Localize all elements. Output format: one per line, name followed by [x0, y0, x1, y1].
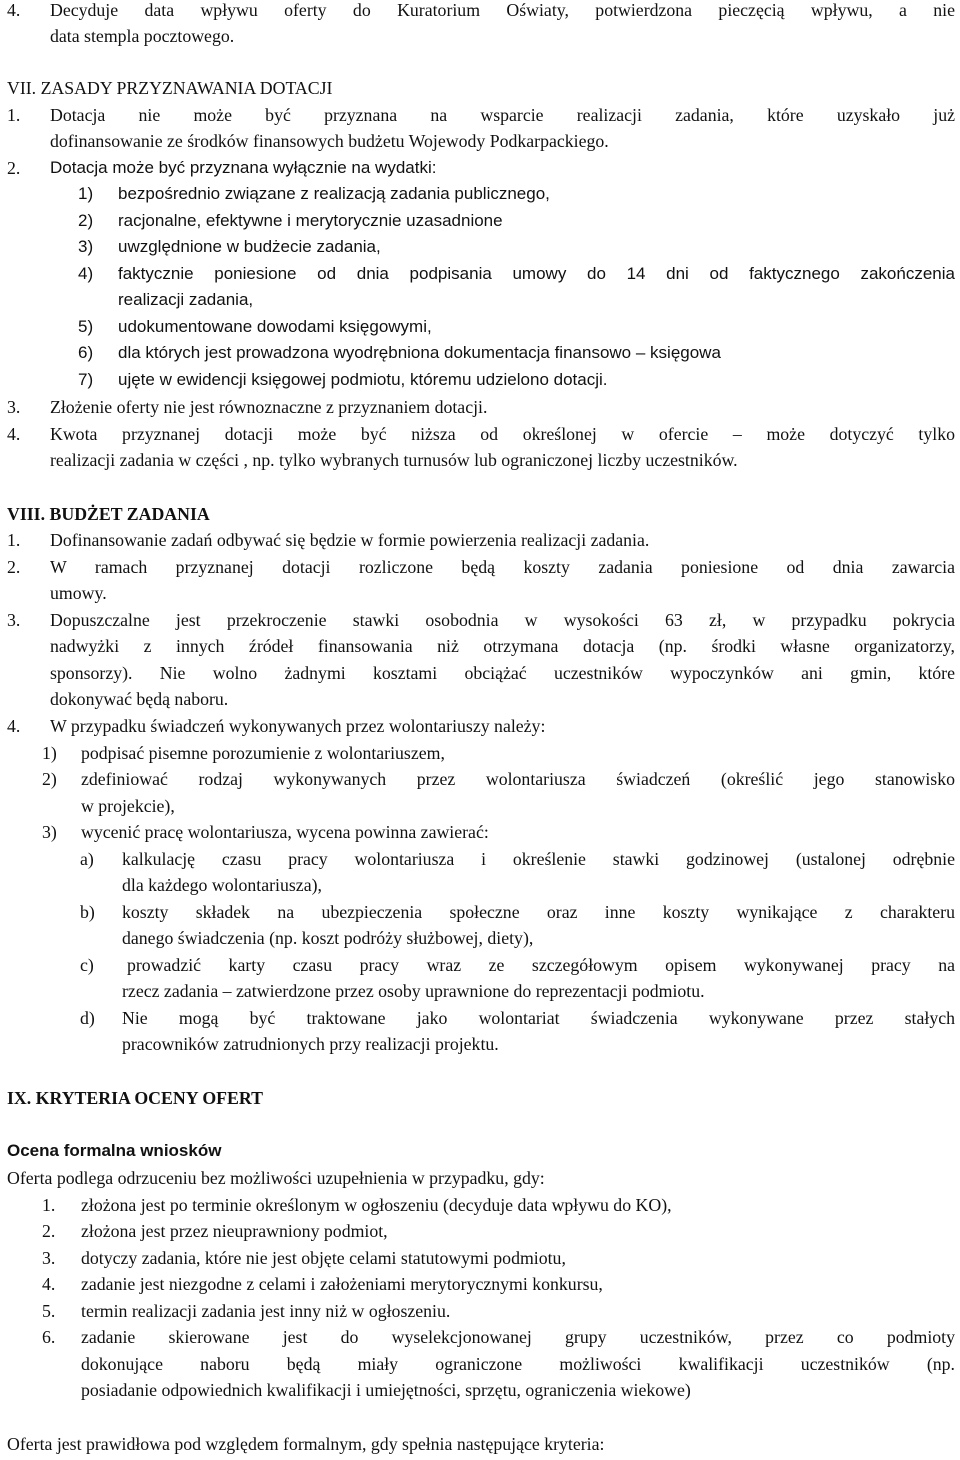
- s7-p2-item-4: faktycznie poniesione od dnia podpisania umowy do 14 dni od faktycznego zakończenia: [118, 264, 955, 283]
- s7-p4-line-1: Kwota przyznanej dotacji może być niższa od określonej w ofercie – może dotyczyć tylko: [50, 424, 955, 444]
- s9-item-2-number: 2.: [42, 1221, 56, 1241]
- s7-p2-item-2: racjonalne, efektywne i merytorycznie uzasadnione: [118, 211, 503, 230]
- s8-p4-b-line-1: koszty składek na ubezpieczenia społeczne oraz inne koszty wynikające z charakteru: [122, 902, 955, 922]
- intro-line-2: data stempla pocztowego.: [50, 26, 235, 46]
- s7-p4-number: 4.: [7, 424, 21, 444]
- s8-p4-i2-line-1: zdefiniować rodzaj wykonywanych przez wolontariusza świadczeń (określić jego stanowisko: [81, 769, 955, 789]
- s9-item-1-number: 1.: [42, 1195, 56, 1215]
- s9-item-6-number: 6.: [42, 1327, 56, 1347]
- s8-p2-line-1: W ramach przyznanej dotacji rozliczone będą koszty zadania poniesione od dnia zawarcia: [50, 557, 955, 577]
- s7-p3-number: 3.: [7, 397, 21, 417]
- section-9-subheading: Ocena formalna wniosków: [7, 1141, 222, 1160]
- s8-p4-i1-text: podpisać pisemne porozumienie z wolontariuszem,: [81, 743, 445, 763]
- s8-p2-line-2: umowy.: [50, 583, 107, 603]
- s8-p4-i1-number: 1): [42, 743, 57, 763]
- s8-p4-d-line-2: pracowników zatrudnionych przy realizacji projektu.: [122, 1034, 499, 1054]
- s9-item-3-number: 3.: [42, 1248, 56, 1268]
- s8-p4-b-letter: b): [80, 902, 95, 922]
- s8-p4-i2-number: 2): [42, 769, 57, 789]
- s7-p3-text: Złożenie oferty nie jest równoznaczne z przyznaniem dotacji.: [50, 397, 488, 417]
- s8-p4-a-line-1: kalkulację czasu pracy wolontariusza i określenie stawki godzinowej (ustalonej odrębnie: [122, 849, 955, 869]
- s7-p1-line-1: Dotacja nie może być przyznana na wsparcie realizacji zadania, które uzyskało już: [50, 105, 955, 125]
- s9-item-6-line-1: zadanie skierowane jest do wyselekcjonowanej grupy uczestników, przez co podmioty: [81, 1327, 955, 1347]
- s7-p2-number: 2.: [7, 158, 21, 178]
- s7-p2-line-1: Dotacja może być przyznana wyłącznie na wydatki:: [50, 158, 437, 177]
- s9-item-6-line-2: dokonujące naboru będą miały ograniczone możliwości kwalifikacji uczestników (np.: [81, 1354, 955, 1374]
- s8-p4-c-letter: c): [80, 955, 94, 975]
- s7-p1-number: 1.: [7, 105, 21, 125]
- s8-p4-d-letter: d): [80, 1008, 95, 1028]
- s7-p2-item-5-number: 5): [78, 317, 94, 336]
- s9-item-6-line-3: posiadanie odpowiednich kwalifikacji i umiejętności, sprzętu, ograniczenia wiekowe): [81, 1380, 691, 1400]
- s8-p4-i2-line-2: w projekcie),: [81, 796, 175, 816]
- s9-item-4-number: 4.: [42, 1274, 56, 1294]
- s7-p1-line-2: dofinansowanie ze środków finansowych budżetu Wojewody Podkarpackiego.: [50, 131, 609, 151]
- s8-p4-i3-number: 3): [42, 822, 57, 842]
- s9-item-5-number: 5.: [42, 1301, 56, 1321]
- section-9-heading: IX. KRYTERIA OCENY OFERT: [7, 1088, 263, 1108]
- s8-p3-line-4: dokonywać będą naboru.: [50, 689, 229, 709]
- section-9-closing: Oferta jest prawidłowa pod względem formalnym, gdy spełnia następujące kryteria:: [7, 1434, 605, 1454]
- s8-p2-number: 2.: [7, 557, 21, 577]
- s9-item-4: zadanie jest niezgodne z celami i założeniami merytorycznymi konkursu,: [81, 1274, 603, 1294]
- s7-p2-item-5: udokumentowane dowodami księgowymi,: [118, 317, 432, 336]
- s7-p2-item-7: ujęte w ewidencji księgowej podmiotu, któremu udzielono dotacji.: [118, 370, 608, 389]
- section-7-heading: VII. ZASADY PRZYZNAWANIA DOTACJI: [7, 78, 333, 98]
- section-9-lead: Oferta podlega odrzuceniu bez możliwości uzupełnienia w przypadku, gdy:: [7, 1168, 545, 1188]
- s8-p4-a-line-2: dla każdego wolontariusza),: [122, 875, 322, 895]
- s8-p1-text: Dofinansowanie zadań odbywać się będzie w formie powierzenia realizacji zadania.: [50, 530, 650, 550]
- s7-p2-item-1-number: 1): [78, 184, 94, 203]
- intro-number: 4.: [7, 0, 21, 20]
- s7-p2-item-4-cont: realizacji zadania,: [118, 290, 254, 309]
- s7-p2-item-6: dla których jest prowadzona wyodrębniona dokumentacja finansowo – księgowa: [118, 343, 721, 362]
- s8-p4-c-line-1: prowadzić karty czasu pracy wraz ze szczegółowym opisem wykonywanej pracy na: [127, 955, 955, 975]
- s8-p4-line-1: W przypadku świadczeń wykonywanych przez wolontariuszy należy:: [50, 716, 546, 736]
- s8-p3-line-3: sponsorzy). Nie wolno żadnymi kosztami obciążać uczestników wypoczynków ani gmin, które: [50, 663, 955, 683]
- section-8-heading: VIII. BUDŻET ZADANIA: [7, 504, 210, 524]
- s7-p2-item-7-number: 7): [78, 370, 94, 389]
- s8-p3-number: 3.: [7, 610, 21, 630]
- s7-p2-item-4-number: 4): [78, 264, 94, 283]
- s9-item-5: termin realizacji zadania jest inny niż w ogłoszeniu.: [81, 1301, 451, 1321]
- s8-p3-line-2: nadwyżki z innych źródeł finansowania niż otrzymana dotacja (np. środki własne organizatorzy,: [50, 636, 955, 656]
- s8-p4-d-line-1: Nie mogą być traktowane jako wolontariat świadczenia wykonywane przez stałych: [122, 1008, 955, 1028]
- s9-item-3: dotyczy zadania, które nie jest objęte celami statutowymi podmiotu,: [81, 1248, 566, 1268]
- s8-p4-c-line-2: rzecz zadania – zatwierdzone przez osoby uprawnione do reprezentacji podmiotu.: [122, 981, 705, 1001]
- s7-p2-item-3: uwzględnione w budżecie zadania,: [118, 237, 381, 256]
- s8-p4-a-letter: a): [80, 849, 94, 869]
- s7-p2-item-2-number: 2): [78, 211, 94, 230]
- s8-p4-i3-text: wycenić pracę wolontariusza, wycena powinna zawierać:: [81, 822, 489, 842]
- intro-line-1: Decyduje data wpływu oferty do Kuratorium Oświaty, potwierdzona pieczęcią wpływu, a nie: [50, 0, 955, 20]
- s8-p4-number: 4.: [7, 716, 21, 736]
- s7-p4-line-2: realizacji zadania w części , np. tylko wybranych turnusów lub ograniczonej liczby uczestników.: [50, 450, 738, 470]
- s8-p4-b-line-2: danego świadczenia (np. koszt podróży służbowej, diety),: [122, 928, 534, 948]
- s7-p2-item-3-number: 3): [78, 237, 94, 256]
- s8-p1-number: 1.: [7, 530, 21, 550]
- s8-p3-line-1: Dopuszczalne jest przekroczenie stawki osobodnia w wysokości 63 zł, w przypadku pokrycia: [50, 610, 955, 630]
- s9-item-1: złożona jest po terminie określonym w ogłoszeniu (decyduje data wpływu do KO),: [81, 1195, 672, 1215]
- s9-item-2: złożona jest przez nieuprawniony podmiot,: [81, 1221, 388, 1241]
- s7-p2-item-1: bezpośrednio związane z realizacją zadania publicznego,: [118, 184, 550, 203]
- s7-p2-item-6-number: 6): [78, 343, 94, 362]
